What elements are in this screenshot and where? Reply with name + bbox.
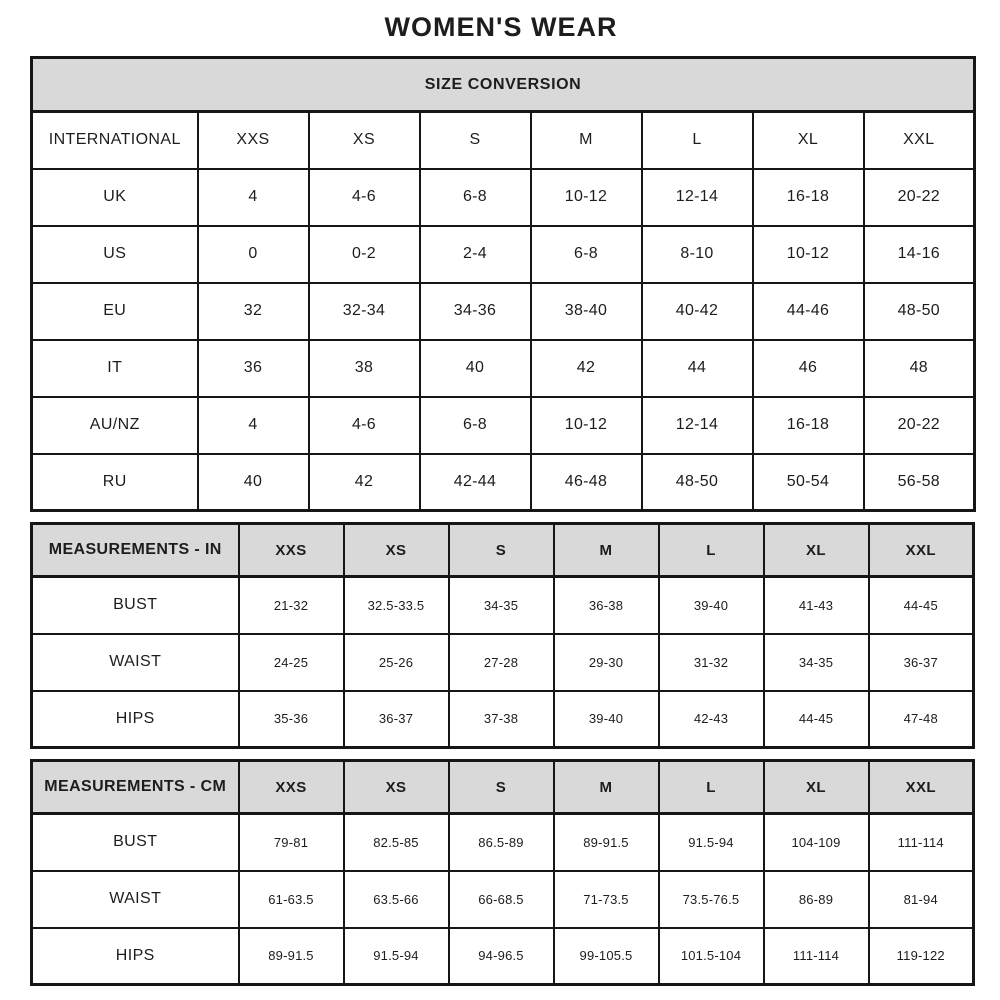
table-row bbox=[32, 691, 974, 748]
cell-value: 40 bbox=[420, 340, 531, 397]
measurements-in-header-row bbox=[32, 524, 974, 577]
column-header: XXS bbox=[198, 112, 309, 169]
cell-value: 111-114 bbox=[869, 814, 974, 871]
table-row bbox=[32, 928, 974, 985]
row-label: RU bbox=[32, 454, 198, 511]
cell-value: 34-35 bbox=[764, 634, 869, 691]
size-conversion-banner-row bbox=[32, 58, 975, 112]
cell-value: 25-26 bbox=[344, 634, 449, 691]
column-header: S bbox=[449, 524, 554, 577]
column-header: M bbox=[554, 524, 659, 577]
column-header: XXL bbox=[869, 761, 974, 814]
column-header-label: INTERNATIONAL bbox=[32, 112, 198, 169]
row-label: HIPS bbox=[32, 691, 239, 748]
table-row bbox=[32, 577, 974, 634]
cell-value: 10-12 bbox=[531, 397, 642, 454]
row-label: UK bbox=[32, 169, 198, 226]
cell-value: 40-42 bbox=[642, 283, 753, 340]
cell-value: 16-18 bbox=[753, 169, 864, 226]
cell-value: 47-48 bbox=[869, 691, 974, 748]
cell-value: 39-40 bbox=[554, 691, 659, 748]
cell-value: 99-105.5 bbox=[554, 928, 659, 985]
cell-value: 44-45 bbox=[764, 691, 869, 748]
cell-value: 4-6 bbox=[309, 169, 420, 226]
column-header: XS bbox=[344, 524, 449, 577]
cell-value: 48-50 bbox=[864, 283, 975, 340]
cell-value: 4 bbox=[198, 397, 309, 454]
cell-value: 40 bbox=[198, 454, 309, 511]
cell-value: 86-89 bbox=[764, 871, 869, 928]
size-conversion-banner: SIZE CONVERSION bbox=[32, 58, 975, 112]
cell-value: 12-14 bbox=[642, 397, 753, 454]
cell-value: 73.5-76.5 bbox=[659, 871, 764, 928]
cell-value: 86.5-89 bbox=[449, 814, 554, 871]
cell-value: 32.5-33.5 bbox=[344, 577, 449, 634]
cell-value: 20-22 bbox=[864, 169, 975, 226]
cell-value: 6-8 bbox=[420, 397, 531, 454]
cell-value: 6-8 bbox=[420, 169, 531, 226]
cell-value: 27-28 bbox=[449, 634, 554, 691]
cell-value: 111-114 bbox=[764, 928, 869, 985]
cell-value: 41-43 bbox=[764, 577, 869, 634]
column-header: S bbox=[420, 112, 531, 169]
cell-value: 6-8 bbox=[531, 226, 642, 283]
row-label: IT bbox=[32, 340, 198, 397]
column-header: S bbox=[449, 761, 554, 814]
cell-value: 36-37 bbox=[344, 691, 449, 748]
cell-value: 14-16 bbox=[864, 226, 975, 283]
cell-value: 16-18 bbox=[753, 397, 864, 454]
row-label: EU bbox=[32, 283, 198, 340]
cell-value: 37-38 bbox=[449, 691, 554, 748]
cell-value: 42-43 bbox=[659, 691, 764, 748]
column-header: XXL bbox=[869, 524, 974, 577]
cell-value: 89-91.5 bbox=[554, 814, 659, 871]
cell-value: 82.5-85 bbox=[344, 814, 449, 871]
cell-value: 34-36 bbox=[420, 283, 531, 340]
cell-value: 119-122 bbox=[869, 928, 974, 985]
cell-value: 44-46 bbox=[753, 283, 864, 340]
column-header: L bbox=[659, 524, 764, 577]
cell-value: 0 bbox=[198, 226, 309, 283]
cell-value: 21-32 bbox=[239, 577, 344, 634]
row-label: BUST bbox=[32, 814, 239, 871]
table-row bbox=[32, 871, 974, 928]
measurements-in-table bbox=[30, 522, 975, 749]
measurements-cm-header-row bbox=[32, 761, 974, 814]
cell-value: 46 bbox=[753, 340, 864, 397]
column-header: XS bbox=[309, 112, 420, 169]
column-header-label: MEASUREMENTS - CM bbox=[32, 761, 239, 814]
cell-value: 0-2 bbox=[309, 226, 420, 283]
cell-value: 91.5-94 bbox=[659, 814, 764, 871]
cell-value: 66-68.5 bbox=[449, 871, 554, 928]
cell-value: 46-48 bbox=[531, 454, 642, 511]
cell-value: 71-73.5 bbox=[554, 871, 659, 928]
cell-value: 42 bbox=[531, 340, 642, 397]
row-label: US bbox=[32, 226, 198, 283]
cell-value: 36-37 bbox=[869, 634, 974, 691]
size-conversion-table bbox=[30, 56, 976, 512]
cell-value: 101.5-104 bbox=[659, 928, 764, 985]
cell-value: 44-45 bbox=[869, 577, 974, 634]
column-header: XL bbox=[764, 524, 869, 577]
cell-value: 94-96.5 bbox=[449, 928, 554, 985]
table-row bbox=[32, 283, 975, 340]
cell-value: 63.5-66 bbox=[344, 871, 449, 928]
cell-value: 61-63.5 bbox=[239, 871, 344, 928]
cell-value: 48 bbox=[864, 340, 975, 397]
cell-value: 12-14 bbox=[642, 169, 753, 226]
table-row bbox=[32, 397, 975, 454]
cell-value: 29-30 bbox=[554, 634, 659, 691]
cell-value: 56-58 bbox=[864, 454, 975, 511]
cell-value: 10-12 bbox=[531, 169, 642, 226]
column-header: XL bbox=[764, 761, 869, 814]
cell-value: 4-6 bbox=[309, 397, 420, 454]
cell-value: 48-50 bbox=[642, 454, 753, 511]
cell-value: 20-22 bbox=[864, 397, 975, 454]
cell-value: 44 bbox=[642, 340, 753, 397]
cell-value: 79-81 bbox=[239, 814, 344, 871]
cell-value: 39-40 bbox=[659, 577, 764, 634]
table-row bbox=[32, 169, 975, 226]
column-header-label: MEASUREMENTS - IN bbox=[32, 524, 239, 577]
column-header: M bbox=[531, 112, 642, 169]
cell-value: 38 bbox=[309, 340, 420, 397]
cell-value: 36-38 bbox=[554, 577, 659, 634]
measurements-cm-table bbox=[30, 759, 975, 986]
table-row bbox=[32, 340, 975, 397]
cell-value: 81-94 bbox=[869, 871, 974, 928]
column-header: XXS bbox=[239, 524, 344, 577]
cell-value: 34-35 bbox=[449, 577, 554, 634]
cell-value: 2-4 bbox=[420, 226, 531, 283]
table-row bbox=[32, 454, 975, 511]
cell-value: 91.5-94 bbox=[344, 928, 449, 985]
row-label: WAIST bbox=[32, 634, 239, 691]
row-label: BUST bbox=[32, 577, 239, 634]
column-header: XXS bbox=[239, 761, 344, 814]
cell-value: 89-91.5 bbox=[239, 928, 344, 985]
table-row bbox=[32, 634, 974, 691]
row-label: HIPS bbox=[32, 928, 239, 985]
page-title: WOMEN'S WEAR bbox=[384, 12, 618, 42]
column-header: M bbox=[554, 761, 659, 814]
table-row bbox=[32, 226, 975, 283]
cell-value: 38-40 bbox=[531, 283, 642, 340]
cell-value: 104-109 bbox=[764, 814, 869, 871]
size-conversion-header-row bbox=[32, 112, 975, 169]
cell-value: 35-36 bbox=[239, 691, 344, 748]
table-row bbox=[32, 814, 974, 871]
cell-value: 8-10 bbox=[642, 226, 753, 283]
cell-value: 32-34 bbox=[309, 283, 420, 340]
column-header: XXL bbox=[864, 112, 975, 169]
cell-value: 50-54 bbox=[753, 454, 864, 511]
cell-value: 42-44 bbox=[420, 454, 531, 511]
cell-value: 42 bbox=[309, 454, 420, 511]
column-header: XS bbox=[344, 761, 449, 814]
cell-value: 36 bbox=[198, 340, 309, 397]
cell-value: 24-25 bbox=[239, 634, 344, 691]
cell-value: 31-32 bbox=[659, 634, 764, 691]
column-header: XL bbox=[753, 112, 864, 169]
column-header: L bbox=[659, 761, 764, 814]
cell-value: 10-12 bbox=[753, 226, 864, 283]
column-header: L bbox=[642, 112, 753, 169]
cell-value: 32 bbox=[198, 283, 309, 340]
cell-value: 4 bbox=[198, 169, 309, 226]
row-label: WAIST bbox=[32, 871, 239, 928]
row-label: AU/NZ bbox=[32, 397, 198, 454]
